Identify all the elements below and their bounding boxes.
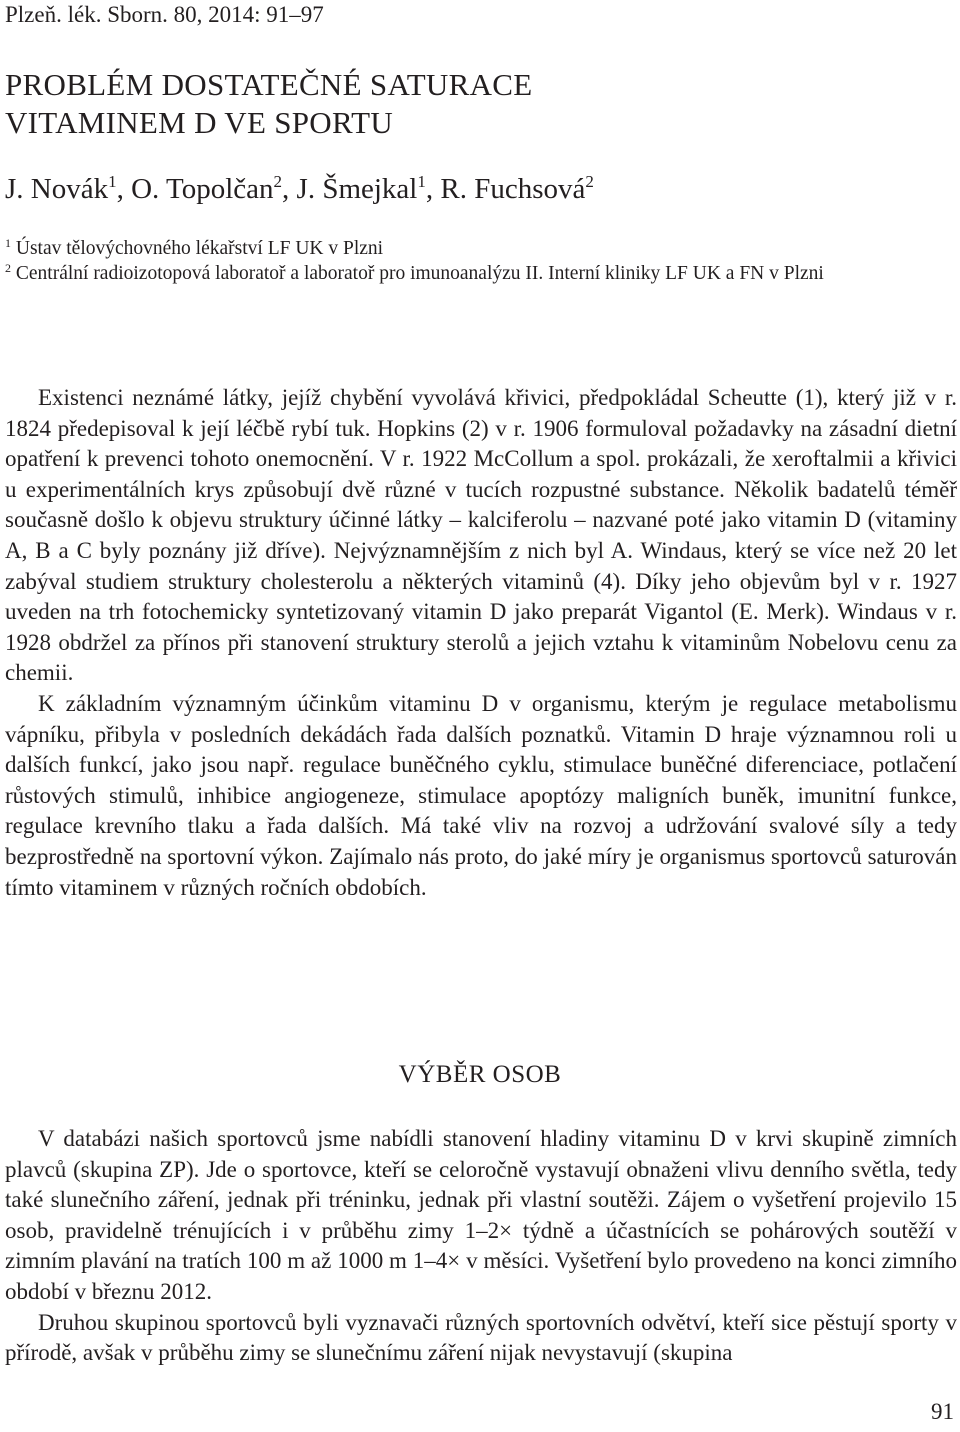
- affiliation-number: 1: [5, 236, 11, 250]
- author-affiliation-mark: 2: [585, 172, 594, 191]
- author-name: J. Novák: [5, 173, 109, 205]
- title-line: VITAMINEM D VE SPORTU: [5, 105, 394, 140]
- affiliation-list: [5, 236, 824, 286]
- affiliation: [5, 261, 824, 286]
- author-separator: ,: [282, 173, 297, 205]
- intro-paragraph: Existenci neznámé látky, jejíž chybění vyvolává křivici, předpokládal Scheutte (1), který již v r. 1824 předepisoval k její léčbě rybí tuk. Hopkins (2) v r. 1906 formuloval požadavky na zásadní dietní opatření k prevenci tohoto onemocnění. V r. 1922 McCollum a spol. prokázali, že xeroftalmii a křivici u experimentálních krys způsobují dvě různé v tucích rozpustné substance. Několik badatelů téměř současně došlo k objevu struktury účinné látky – kalciferolu – nazvané poté jako vitamin D (vitaminy A, B a C byly poznány již dříve). Nejvýznamnějším z nich byl A. Windaus, který se více než 20 let zabýval studiem struktury cholesterolu a některých vitaminů (4). Díky jeho objevům byl v r. 1927 uveden na trh fotochemicky syntetizovaný vitamin D jako preparát Vigantol (E. Merk). Windaus v r. 1928 obdržel za přínos při stanovení struktury sterolů a jejich vztahu k vitaminům Nobelovu cenu za chemii.: [5, 385, 957, 686]
- affiliation-text: Ústav tělovýchovného lékařství LF UK v Plzni: [11, 238, 384, 259]
- author-affiliation-mark: 1: [108, 172, 117, 191]
- author-name: O. Topolčan: [131, 173, 274, 205]
- intro-paragraph: K základním významným účinkům vitaminu D v organismu, kterým je regulace metabolismu vápníku, přibyla v posledních dekádách řada dalších poznatků. Vitamin D hraje významnou roli u dalších funkcí, jako jsou např. regulace buněčného cyklu, stimulace buněčné diferenciace, potlačení růstových stimulů, inhibice angiogeneze, stimulace apoptózy maligních buněk, imunitní funkce, regulace krevního tlaku a řada dalších. Má také vliv na rozvoj a udržování svalové síly a tedy bezprostředně na sportovní výkon. Zajímalo nás proto, do jaké míry je organismus sportovců saturován tímto vitaminem v různých ročních obdobích.: [5, 690, 957, 900]
- methods-paragraph: V databázi našich sportovců jsme nabídli stanovení hladiny vitaminu D v krvi skupině zimních plavců (skupina ZP). Jde o sportovce, kteří se celoročně vystavují obnaženi vlivu denního světla, tedy také slunečního záření, jednak při tréninku, jednak při vlastní soutěži. Zájem o vyšetření projevilo 15 osob, pravidelně trénujících i v průběhu zimy 1–2× týdně a účastnících se pohárových soutěží v zimním plavání na tratích 100 m až 1000 m 1–4× v měsíci. Vyšetření bylo provedeno na konci zimního období v březnu 2012.: [5, 1126, 957, 1304]
- affiliation-text: Centrální radioizotopová laboratoř a laboratoř pro imunoanalýzu II. Interní kliniky LF UK a FN v Plzni: [11, 263, 824, 284]
- author-separator: ,: [425, 173, 441, 205]
- author-name: J. Šmejkal: [296, 173, 418, 205]
- page-number: 91: [931, 1399, 954, 1424]
- title-line: PROBLÉM DOSTATEČNÉ SATURACE: [5, 67, 533, 102]
- author-affiliation-mark: 1: [417, 172, 426, 191]
- methods-section: [5, 1124, 957, 1369]
- author-affiliation-mark: 2: [273, 172, 283, 191]
- introduction: [5, 383, 957, 903]
- author-separator: ,: [116, 173, 132, 205]
- methods-paragraph: Druhou skupinou sportovců byli vyznavači různých sportovních odvětví, kteří sice pěstují sporty v přírodě, avšak v průběhu zimy se slunečnímu záření nijak nevystavují (skupina: [5, 1309, 957, 1366]
- section-heading: VÝBĚR OSOB: [398, 1061, 562, 1088]
- author-name: R. Fuchsová: [440, 173, 586, 205]
- affiliation-number: 2: [5, 261, 11, 275]
- journal-reference: Plzeň. lék. Sborn. 80, 2014: 91–97: [5, 2, 324, 27]
- article-title: [5, 66, 533, 142]
- author-list: [5, 172, 594, 206]
- affiliation: [5, 236, 824, 261]
